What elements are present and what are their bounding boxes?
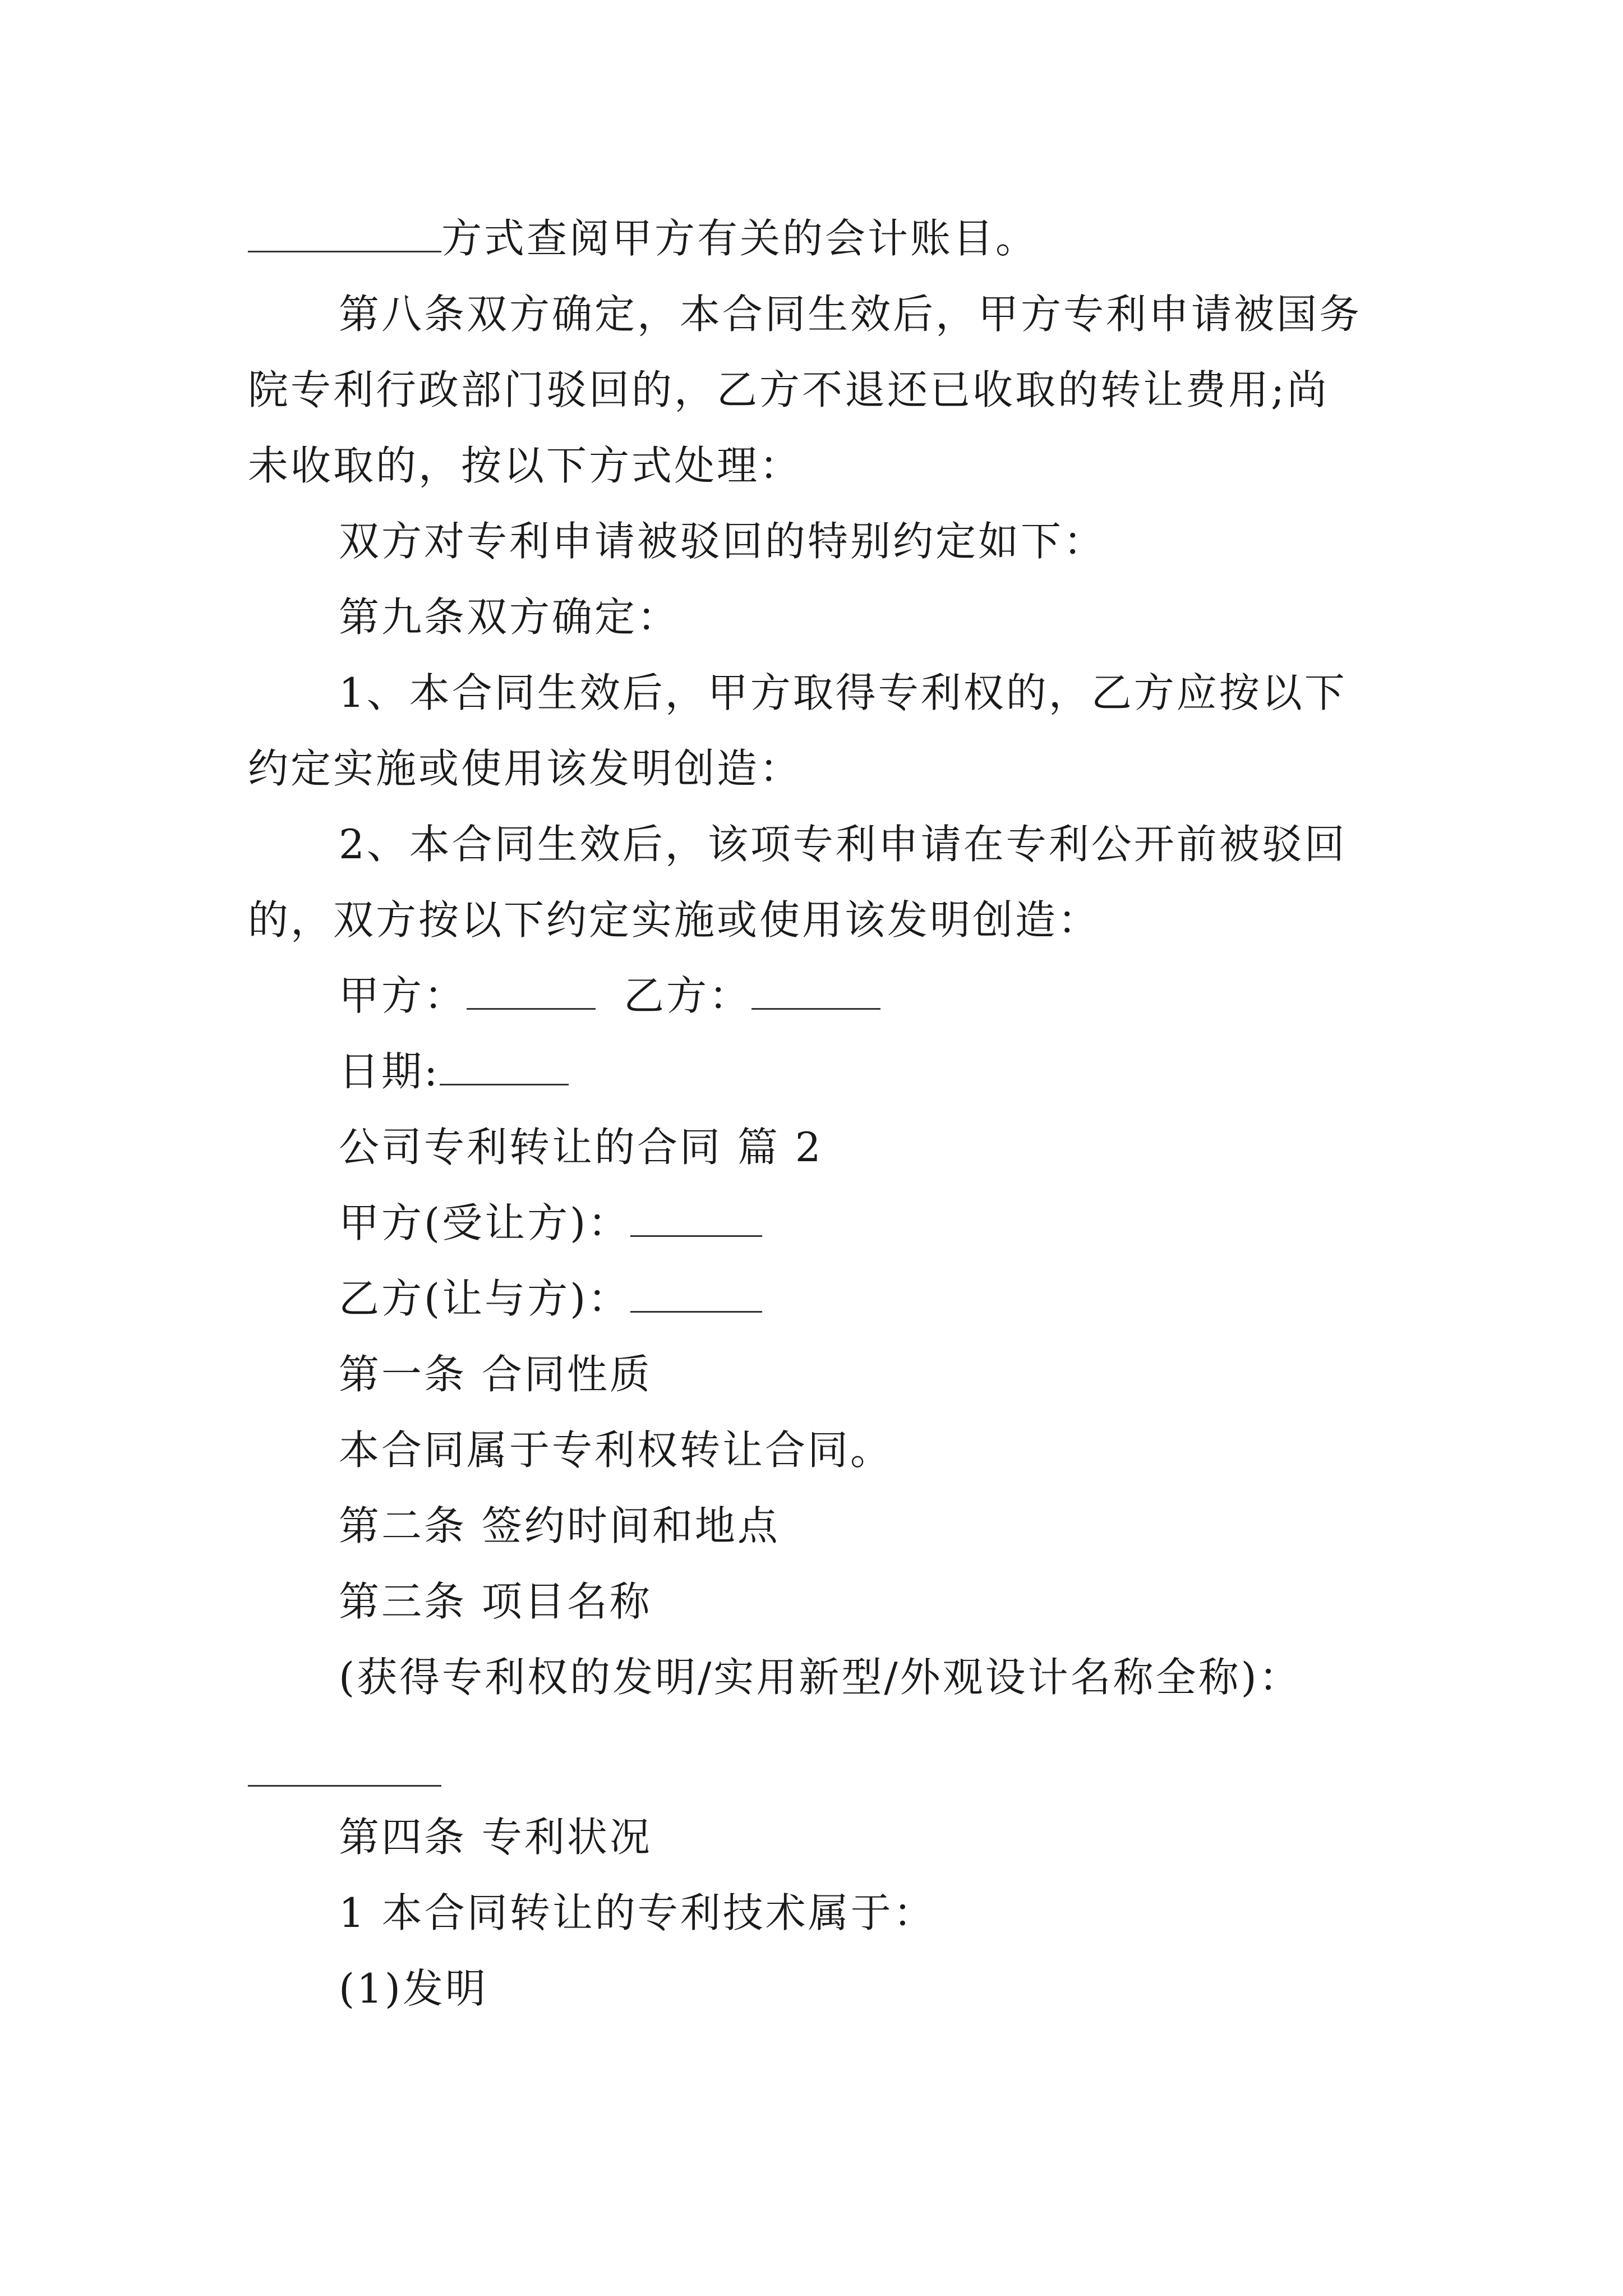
signature-parties-line — [339, 970, 880, 1021]
article-4-heading: 第四条 专利状况 — [339, 1814, 652, 1861]
article-9-heading: 第九条双方确定： — [339, 593, 680, 641]
article-9-item-1-line-2: 约定实施或使用该发明创造： — [248, 745, 803, 792]
party-b-transferor-line — [339, 1273, 762, 1324]
party-b-blank — [751, 973, 880, 1010]
article-4-item-1: 1 本合同转让的专利技术属于： — [339, 1889, 936, 1936]
article-2-heading: 第二条 签约时间和地点 — [339, 1502, 780, 1549]
party-a-label: 甲方： — [339, 972, 467, 1019]
date-blank — [440, 1049, 569, 1085]
date-label: 日期: — [339, 1048, 440, 1095]
date-line — [339, 1046, 569, 1097]
article-3-body: (获得专利权的发明/实用新型/外观设计名称全称)： — [339, 1654, 1302, 1701]
special-agreement-line: 双方对专利申请被驳回的特别约定如下： — [339, 518, 1106, 565]
article-8-line-1: 第八条双方确定，本合同生效后，甲方专利申请被国务 — [339, 291, 1362, 338]
blank-underline — [248, 216, 441, 252]
party-b-transferor-blank — [630, 1276, 762, 1313]
party-b-label: 乙方： — [624, 972, 752, 1019]
project-name-blank — [248, 1785, 441, 1787]
party-a-transferee-line — [339, 1198, 762, 1248]
article-1-body: 本合同属于专利权转让合同。 — [339, 1427, 893, 1474]
article-4-option-1: (1)发明 — [339, 1965, 488, 2012]
contract-2-title: 公司专利转让的合同 篇 2 — [339, 1124, 823, 1171]
article-9-item-1-line-1: 1、本合同生效后，甲方取得专利权的，乙方应按以下 — [339, 669, 1347, 716]
article-8-line-2: 院专利行政部门驳回的，乙方不退还已收取的转让费用;尚 — [248, 366, 1330, 413]
party-a-transferee-blank — [630, 1200, 762, 1237]
line-text: 方式查阅甲方有关的会计账目。 — [441, 215, 1039, 262]
article-9-item-2-line-1: 2、本合同生效后，该项专利申请在专利公开前被驳回 — [339, 821, 1347, 868]
party-b-transferor-label: 乙方(让与方)： — [339, 1275, 631, 1322]
article-3-heading: 第三条 项目名称 — [339, 1578, 652, 1625]
article-1-heading: 第一条 合同性质 — [339, 1351, 652, 1398]
article-8-line-3: 未收取的，按以下方式处理： — [248, 442, 803, 489]
party-a-blank — [467, 973, 596, 1010]
party-a-transferee-label: 甲方(受让方)： — [339, 1199, 631, 1246]
article-9-item-2-line-2: 的，双方按以下约定实施或使用该发明创造： — [248, 896, 1101, 944]
line-accounting-review — [248, 213, 1038, 264]
